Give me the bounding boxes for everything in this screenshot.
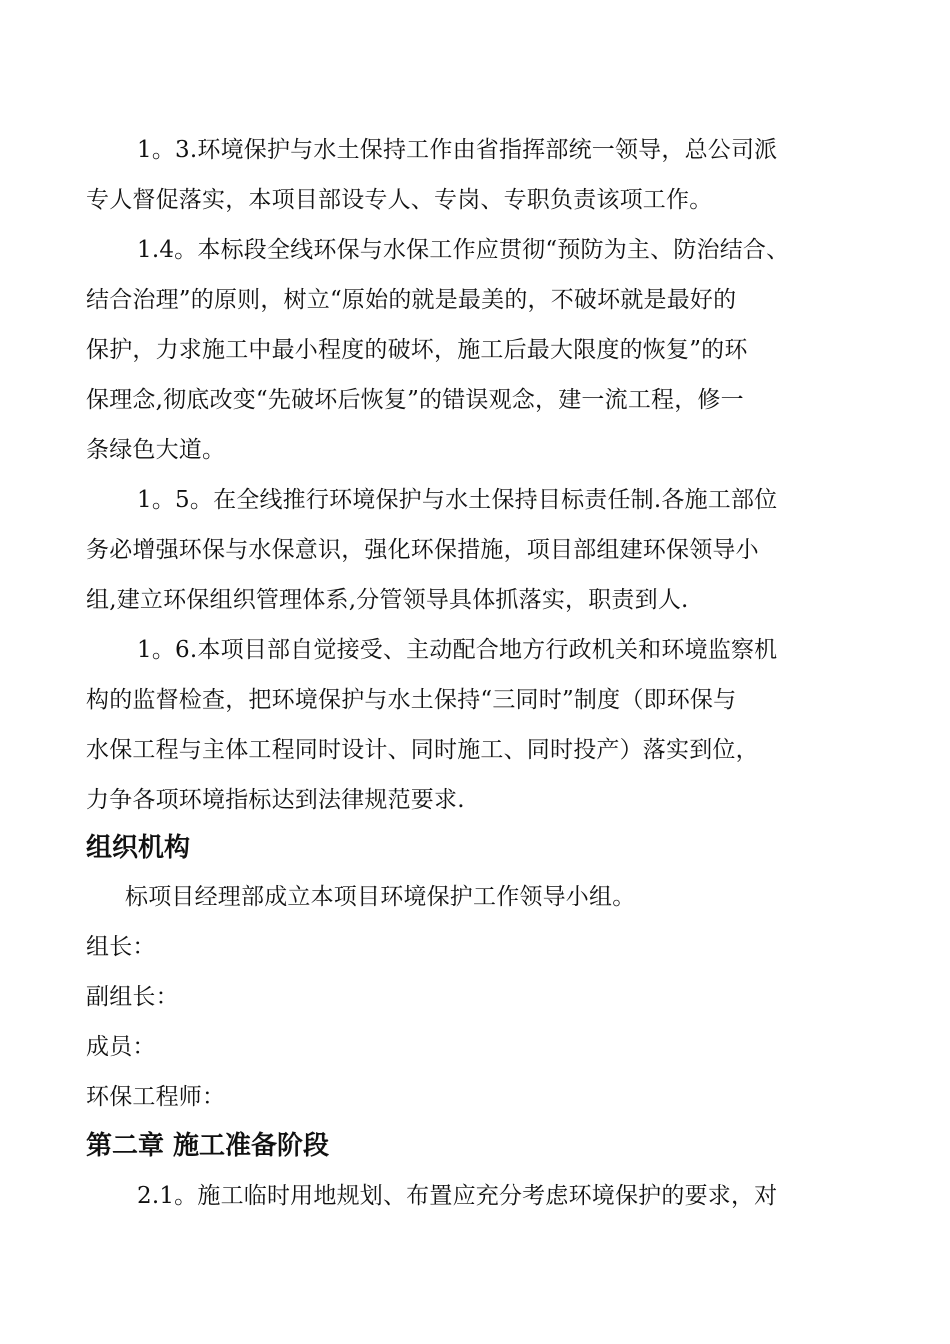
heading-chapter-2: 第二章 施工准备阶段 — [86, 1131, 330, 1161]
role-deputy-leader: 副组长： — [86, 984, 179, 1010]
organization-intro: 标项目经理部成立本项目环境保护工作领导小组。 — [125, 884, 636, 910]
role-environmental-engineer: 环保工程师： — [86, 1084, 226, 1110]
paragraph-1-4-line-1: 1.4。本标段全线环保与水保工作应贯彻“预防为主、防治结合、 — [137, 237, 790, 263]
paragraph-1-4-line-5: 条绿色大道。 — [86, 437, 226, 463]
paragraph-1-6-line-2: 构的监督检查，把环境保护与水土保持“三同时”制度（即环保与 — [86, 687, 737, 713]
paragraph-1-3-line-1: 1。3.环境保护与水土保持工作由省指挥部统一领导，总公司派 — [137, 137, 778, 163]
paragraph-1-6-line-4: 力争各项环境指标达到法律规范要求. — [86, 787, 465, 813]
paragraph-1-6-line-3: 水保工程与主体工程同时设计、同时施工、同时投产）落实到位， — [86, 737, 759, 763]
paragraph-1-4-line-3: 保护，力求施工中最小程度的破坏，施工后最大限度的恢复”的环 — [86, 337, 748, 363]
heading-organization: 组织机构 — [86, 833, 191, 863]
paragraph-1-4-line-2: 结合治理”的原则，树立“原始的就是最美的，不破坏就是最好的 — [86, 287, 737, 313]
paragraph-1-5-line-3: 组,建立环保组织管理体系,分管领导具体抓落实，职责到人. — [86, 587, 689, 613]
paragraph-1-3-line-2: 专人督促落实，本项目部设专人、专岗、专职负责该项工作。 — [86, 187, 713, 213]
role-leader: 组长： — [86, 934, 156, 960]
role-members: 成员： — [86, 1034, 156, 1060]
paragraph-1-5-line-1: 1。5。在全线推行环境保护与水土保持目标责任制.各施工部位 — [137, 487, 778, 513]
paragraph-1-4-line-4: 保理念,彻底改变“先破坏后恢复”的错误观念，建一流工程，修一 — [86, 387, 744, 413]
paragraph-1-5-line-2: 务必增强环保与水保意识，强化环保措施，项目部组建环保领导小 — [86, 537, 759, 563]
paragraph-1-6-line-1: 1。6.本项目部自觉接受、主动配合地方行政机关和环境监察机 — [137, 637, 778, 663]
paragraph-2-1-line-1: 2.1。施工临时用地规划、布置应充分考虑环境保护的要求，对 — [137, 1183, 778, 1209]
